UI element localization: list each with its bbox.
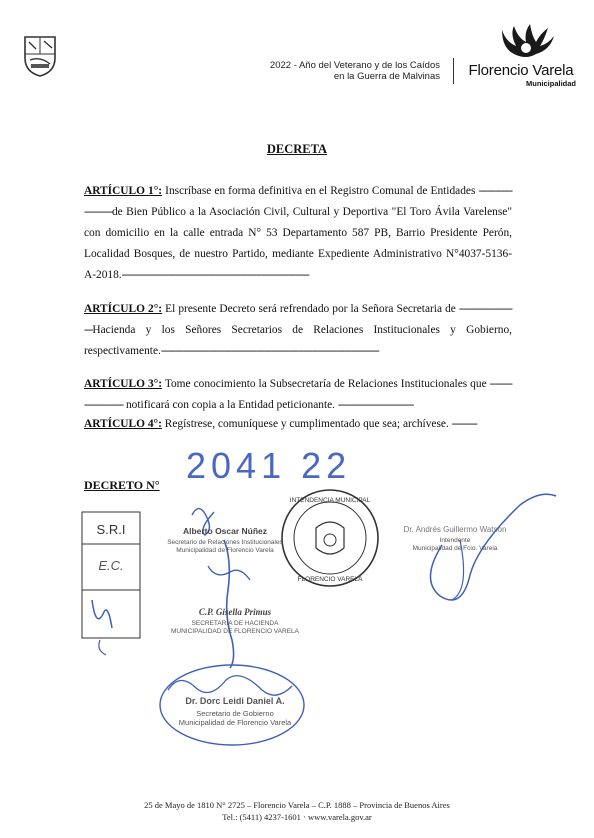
document-title: DECRETA <box>266 142 328 156</box>
box-initial-scribble <box>92 600 112 628</box>
signature-4-name: Dr. Dorc Leidi Daniel A. <box>185 696 285 706</box>
article-dashes: ---------------------- <box>84 303 512 336</box>
article-dashes: ---------------------- <box>84 378 512 411</box>
article-dashes: ---------------------- <box>84 185 512 218</box>
signature-2-title: Intendente <box>439 537 471 544</box>
footer-address: 25 de Mayo de 1810 N° 2725 – Florencio Varela – C.P. 1888 – Provincia de Buenos Aires <box>144 800 450 810</box>
article-label: ARTÍCULO 4°: <box>84 418 162 430</box>
signature-3-name: C.P. Gisella Primus <box>198 607 272 617</box>
box-mark-sri: S.R.I <box>96 522 126 537</box>
motto-line-1: 2022 - Año del Veterano y de los Caídos <box>269 60 440 71</box>
signature-2-name: Dr. Andrés Guillermo Watson <box>403 525 507 534</box>
article-dashes-end: --------------------------- <box>337 399 414 411</box>
signature-3-title: SECRETARIA DE HACIENDA <box>191 620 279 627</box>
signature-4-scribble <box>168 676 292 695</box>
article-text-continued: notificará con copia a la Entidad peticionante. <box>125 399 336 411</box>
article-label: ARTÍCULO 3°: <box>84 378 163 390</box>
motto-line-2: en la Guerra de Malvinas <box>333 71 440 82</box>
signature-2-org: Municipalidad de Fcio. Varela <box>412 545 498 552</box>
signature-4-title: Secretario de Gobierno <box>196 709 274 718</box>
logo-name: Florencio Varela <box>468 62 574 79</box>
article-text: El presente Decreto será refrendado por la Señora Secretaria de <box>165 303 456 315</box>
article-dashes-end: ------------------------------------------------------------------------------ <box>160 345 379 357</box>
article-text: Tome conocimiento la Subsecretaría de Relaciones Institucionales que <box>164 378 487 390</box>
article-text-continued: Hacienda y los Señores Secretarios de Relaciones Institucionales y Gobierno, respectivamente. <box>84 324 512 357</box>
decree-number-stamp: 2041 22 <box>186 445 352 486</box>
article-dashes-end: ------------------------------------------------------------------- <box>121 269 309 281</box>
article-label: ARTÍCULO 1°: <box>84 185 163 197</box>
decree-label: DECRETO N° <box>84 478 160 492</box>
signature-4-org: Municipalidad de Florencio Varela <box>178 718 292 727</box>
footer-contact: Tel.: (5411) 4237-1601 · www.varela.gov.ar <box>222 812 372 822</box>
box-mark-ec: E.C. <box>98 558 124 573</box>
signature-1-title: Secretario de Relaciones Institucionales <box>167 539 283 546</box>
article-label: ARTÍCULO 2°: <box>84 303 163 315</box>
signature-1-name: Alberto Oscar Núñez <box>182 526 268 536</box>
article-text-continued: de Bien Público a la Asociación Civil, Cultural y Deportiva "El Toro Ávila Varelense" con domicilio en la calle entrada N° 53 Departamento 587 PB, Barrio Presidente Perón, Localidad Bosques, de nuestro Partido, mediante Expediente Administrativo N°4037-5136-A-2018. <box>84 206 512 281</box>
municipal-seal <box>282 490 378 586</box>
signature-1-org: Municipalidad de Florencio Varela <box>176 547 274 554</box>
article-text: Inscríbase en forma definitiva en el Registro Comunal de Entidades <box>165 185 476 197</box>
article-dashes-end: --------- <box>451 418 477 430</box>
box-initial-tail <box>99 640 106 655</box>
logo-subtitle: Municipalidad <box>525 79 576 88</box>
seal-text-top: INTENDENCIA MUNICIPAL <box>289 497 371 504</box>
seal-text-bottom: FLORENCIO VARELA <box>297 576 363 583</box>
article-text: Regístrese, comuníquese y cumplimentado que sea; archívese. <box>164 418 449 430</box>
signature-3-org: MUNICIPALIDAD DE FLORENCIO VARELA <box>171 628 299 635</box>
signature-3-scribble <box>224 540 234 668</box>
